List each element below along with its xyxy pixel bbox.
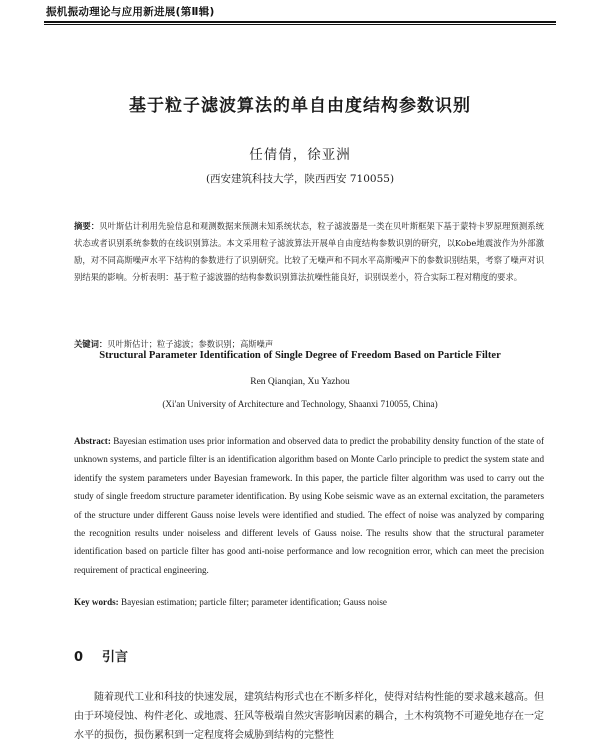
running-header: 振机振动理论与应用新进展(第Ⅱ辑): [46, 6, 215, 18]
chinese-abstract: [74, 218, 544, 286]
chinese-abstract-label: 摘要：: [74, 221, 100, 231]
chinese-title: 基于粒子滤波算法的单自由度结构参数识别: [129, 96, 471, 116]
section-heading: [74, 646, 128, 665]
header-rule-thin: [44, 24, 556, 25]
english-abstract-text: Bayesian estimation uses prior information and observed data to predict the probability density function of the state of unknown systems, and particle filter is an identification algorithm based on Monte Carlo principle to predict the system state and identify the system parameters under Bayesian framework. In this paper, the particle filter algorithm was used to carry out the study of single freedom structure parameter identification. By using Kobe seismic wave as an external excitation, the parameters of the structure under different Gauss noise levels were identified and studied. The effect of noise was analyzed by comparing the recognition results under noiseless and different levels of Gauss noise. The results show that the structural parameter identification based on particle filter has good anti-noise performance and low recognition error, which can meet the precision requirement of practical engineering.: [74, 436, 545, 575]
english-affiliation: (Xi'an University of Architecture and Technology, Shaanxi 710055, China): [162, 399, 438, 409]
english-keywords: [74, 597, 544, 607]
english-abstract-label: Abstract:: [74, 436, 111, 446]
english-title: Structural Parameter Identification of Single Degree of Freedom Based on Particle Filter: [99, 350, 501, 361]
section-body-text: 随着现代工业和科技的快速发展，建筑结构形式也在不断多样化，使得对结构性能的要求越来越高。但由于环境侵蚀、构件老化、或地震、狂风等极端自然灾害影响因素的耦合，土木构筑物不可避免地存在一定水平的损伤，损伤累积到一定程度将会威胁到结构的完整性: [74, 692, 544, 741]
english-authors: Ren Qianqian, Xu Yazhou: [250, 377, 350, 387]
chinese-affiliation: (西安建筑科技大学，陕西西安 710055): [205, 173, 395, 185]
english-keywords-label: Key words:: [74, 597, 119, 607]
chinese-keywords-text: 贝叶斯估计；粒子滤波；参数识别；高斯噪声: [107, 339, 274, 349]
chinese-keywords: [74, 337, 544, 351]
chinese-keywords-label: 关键词：: [74, 339, 108, 349]
section-number: 0: [74, 650, 84, 665]
section-title: 引言: [102, 650, 129, 665]
header-rule: [44, 21, 556, 23]
chinese-authors: 任倩倩，徐亚洲: [249, 147, 351, 163]
english-keywords-text: Bayesian estimation; particle filter; parameter identification; Gauss noise: [121, 597, 387, 607]
chinese-abstract-text: 贝叶斯估计利用先验信息和观测数据来预测未知系统状态，粒子滤波器是一类在贝叶斯框架下基于蒙特卡罗原理预测系统状态或者识别系统参数的在线识别算法。本文采用粒子滤波算法开展单自由度结构参数识别的研究，以Kobe地震波作为外部激励，对不同高斯噪声水平下结构的参数进行了识别研究。比较了无噪声和不同水平高斯噪声下的参数识别结果，考察了噪声对识别结果的影响。分析表明：基于粒子滤波器的结构参数识别算法抗噪性能良好，识别误差小，符合实际工程对精度的要求。: [74, 221, 544, 282]
english-abstract: [74, 432, 544, 579]
